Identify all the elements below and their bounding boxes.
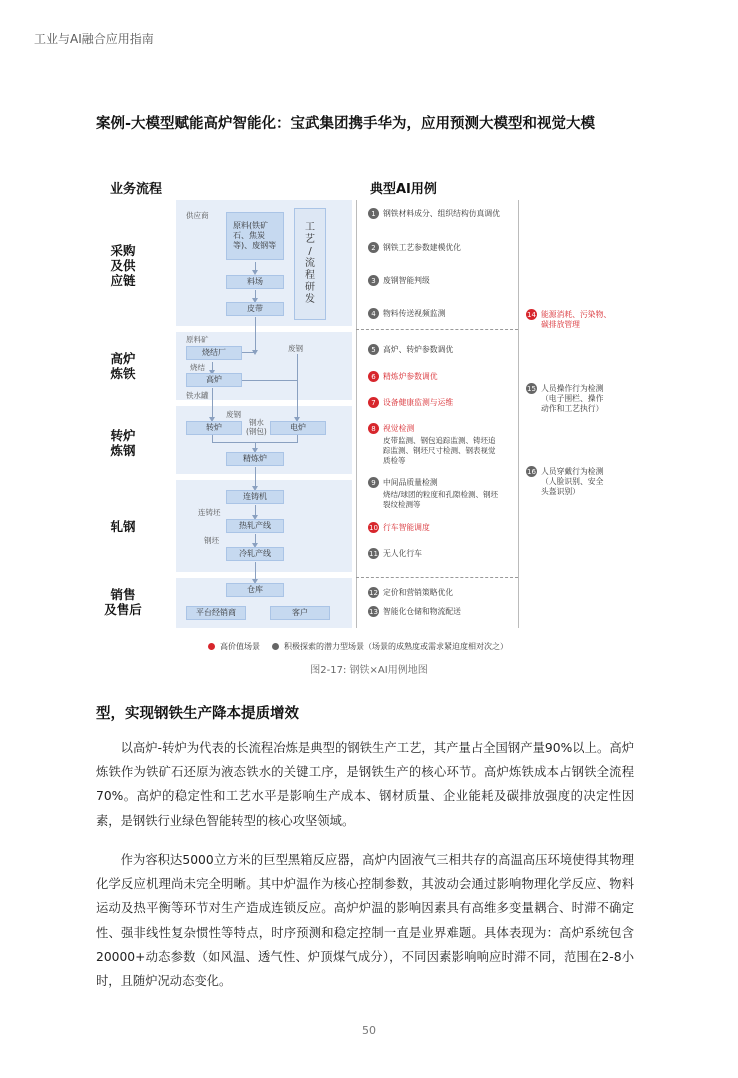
node-scrap-mid: 废钢 [226, 410, 241, 419]
ai-case-15: 15 人员操作行为检测 （电子围栏、操作 动作和工艺执行） [527, 384, 604, 413]
legend-potential-dot [272, 643, 279, 650]
stage-label-sales: 销售 及售后 [104, 587, 142, 617]
paragraph-2: 作为容积达5000立方米的巨型黑箱反应器，高炉内固液气三相共存的高温高压环境使得其物理化学反应机理尚未完全明晰。其中炉温作为核心控制参数，其波动会通过影响物理化学反应、物料运动及热平衡等环节对生产造成连锁反应。高炉炉温的影响因素具有高维多变量耦合、时滞不确定性、强非线性复杂惯性等特点，时序预测和稳定控制一直是业界难题。具体表现为：高炉系统包含20000+动态参数（如风温、透气性、炉顶煤气成分），不同因素影响响应时滞不同，范围在2-8小时，且随炉况动态变化。 [96, 853, 634, 989]
node-sinter: 烧结 [190, 363, 205, 372]
ai-case-1: 1 钢铁材料成分、组织结构仿真调优 [368, 209, 516, 219]
node-yard: 料场 [226, 275, 284, 289]
node-raw-ore: 原料矿 [186, 335, 209, 344]
figure-caption: 图2-17: 钢铁×AI用例地图 [310, 665, 428, 676]
ai-case-14: 14 能源消耗、污染物、 碳排放管理 [527, 310, 612, 329]
running-header: 工业与AI融合应用指南 [34, 32, 154, 46]
business-process-heading: 业务流程 [110, 182, 163, 197]
node-hot-rolling: 热轧产线 [226, 519, 284, 533]
node-warehouse: 仓库 [226, 583, 284, 597]
node-refining-furnace: 精炼炉 [226, 452, 284, 466]
ai-case-2: 2 钢铁工艺参数建模优化 [368, 243, 516, 253]
ai-case-6: 6 精炼炉参数调优 [368, 372, 516, 382]
case-title: 案例-大模型赋能高炉智能化：宝武集团携手华为，应用预测大模型和视觉大模 [96, 116, 596, 132]
node-caster: 连铸机 [226, 490, 284, 504]
ai-case-8-detail: 皮带监测、钢包追踪监测、铸坯追 踪监测、钢坯尺寸检测、钢表视觉 质检等 [383, 436, 496, 465]
node-molten-steel: 钢水 (钢包) [246, 418, 267, 436]
ai-case-9-detail: 烧结/球团的粒度和孔隙检测、钢坯 裂纹检测等 [383, 490, 499, 509]
stage-label-rolling: 轧钢 [110, 519, 136, 534]
legend-high-value-dot [208, 643, 215, 650]
node-sinter-plant: 烧结厂 [186, 346, 242, 360]
ai-case-3: 3 废钢智能判级 [368, 276, 516, 286]
node-electric-furnace: 电炉 [270, 421, 326, 435]
ai-case-7: 7 设备健康监测与运维 [368, 398, 516, 408]
ai-case-8: 8 视觉检测 [368, 424, 516, 434]
figure-legend [208, 641, 508, 652]
node-steel-billet: 钢坯 [204, 536, 219, 545]
page-number: 50 [362, 1024, 376, 1037]
node-process-rd: 工 艺 / 流 程 研 发 [294, 208, 326, 320]
node-converter: 转炉 [186, 421, 242, 435]
node-supplier: 供应商 [186, 211, 209, 220]
ai-case-10: 10 行车智能调度 [369, 523, 430, 532]
node-blast-furnace: 高炉 [186, 373, 242, 387]
node-customer: 客户 [270, 606, 330, 620]
ai-case-4: 4 物料传送视频监测 [368, 309, 516, 319]
ai-case-11: 11 无人化行车 [369, 549, 422, 558]
node-hot-metal-ladle: 铁水罐 [186, 391, 209, 400]
typical-ai-cases-heading: 典型AI用例 [370, 182, 437, 197]
stage-label-procurement: 采购 及供 应链 [110, 243, 136, 288]
node-platform-dealer: 平台经销商 [186, 606, 246, 620]
stage-label-steelmaking: 转炉 炼钢 [110, 428, 136, 458]
case-title-continued: 型，实现钢铁生产降本提质增效 [96, 706, 299, 722]
ai-case-16: 16 人员穿戴行为检测 （人脸识别、安全 头盔识别） [527, 467, 604, 496]
node-raw-materials: 原料(铁矿 石、焦炭 等)、废钢等 [226, 212, 284, 260]
ai-case-13: 13 智能化仓储和物流配送 [369, 607, 461, 616]
legend-high-value-label: 高价值场景 [220, 642, 260, 651]
paragraph-1: 以高炉-转炉为代表的长流程冶炼是典型的钢铁生产工艺，其产量占全国钢产量90%以上。高炉炼铁作为铁矿石还原为液态铁水的关键工序，是钢铁生产的核心环节。高炉炼铁成本占钢铁全流程70%。高炉的稳定性和工艺水平是影响生产成本、钢材质量、企业能耗及碳排放强度的决定性因素，是钢铁行业绿色智能转型的核心攻坚领域。 [96, 741, 634, 828]
ai-case-9: 9 中间品质量检测 [368, 478, 516, 488]
node-slab: 连铸坯 [198, 508, 221, 517]
node-cold-rolling: 冷轧产线 [226, 547, 284, 561]
ai-case-12: 12 定价和营销策略优化 [369, 588, 454, 597]
legend-potential-label: 积极探索的潜力型场景（场景的成熟度或需求紧迫度相对次之） [284, 642, 508, 651]
stage-label-ironmaking: 高炉 炼铁 [110, 351, 136, 381]
ai-case-5: 5 高炉、转炉参数调优 [368, 345, 516, 355]
node-belt: 皮带 [226, 302, 284, 316]
node-scrap-top: 废钢 [288, 344, 303, 353]
